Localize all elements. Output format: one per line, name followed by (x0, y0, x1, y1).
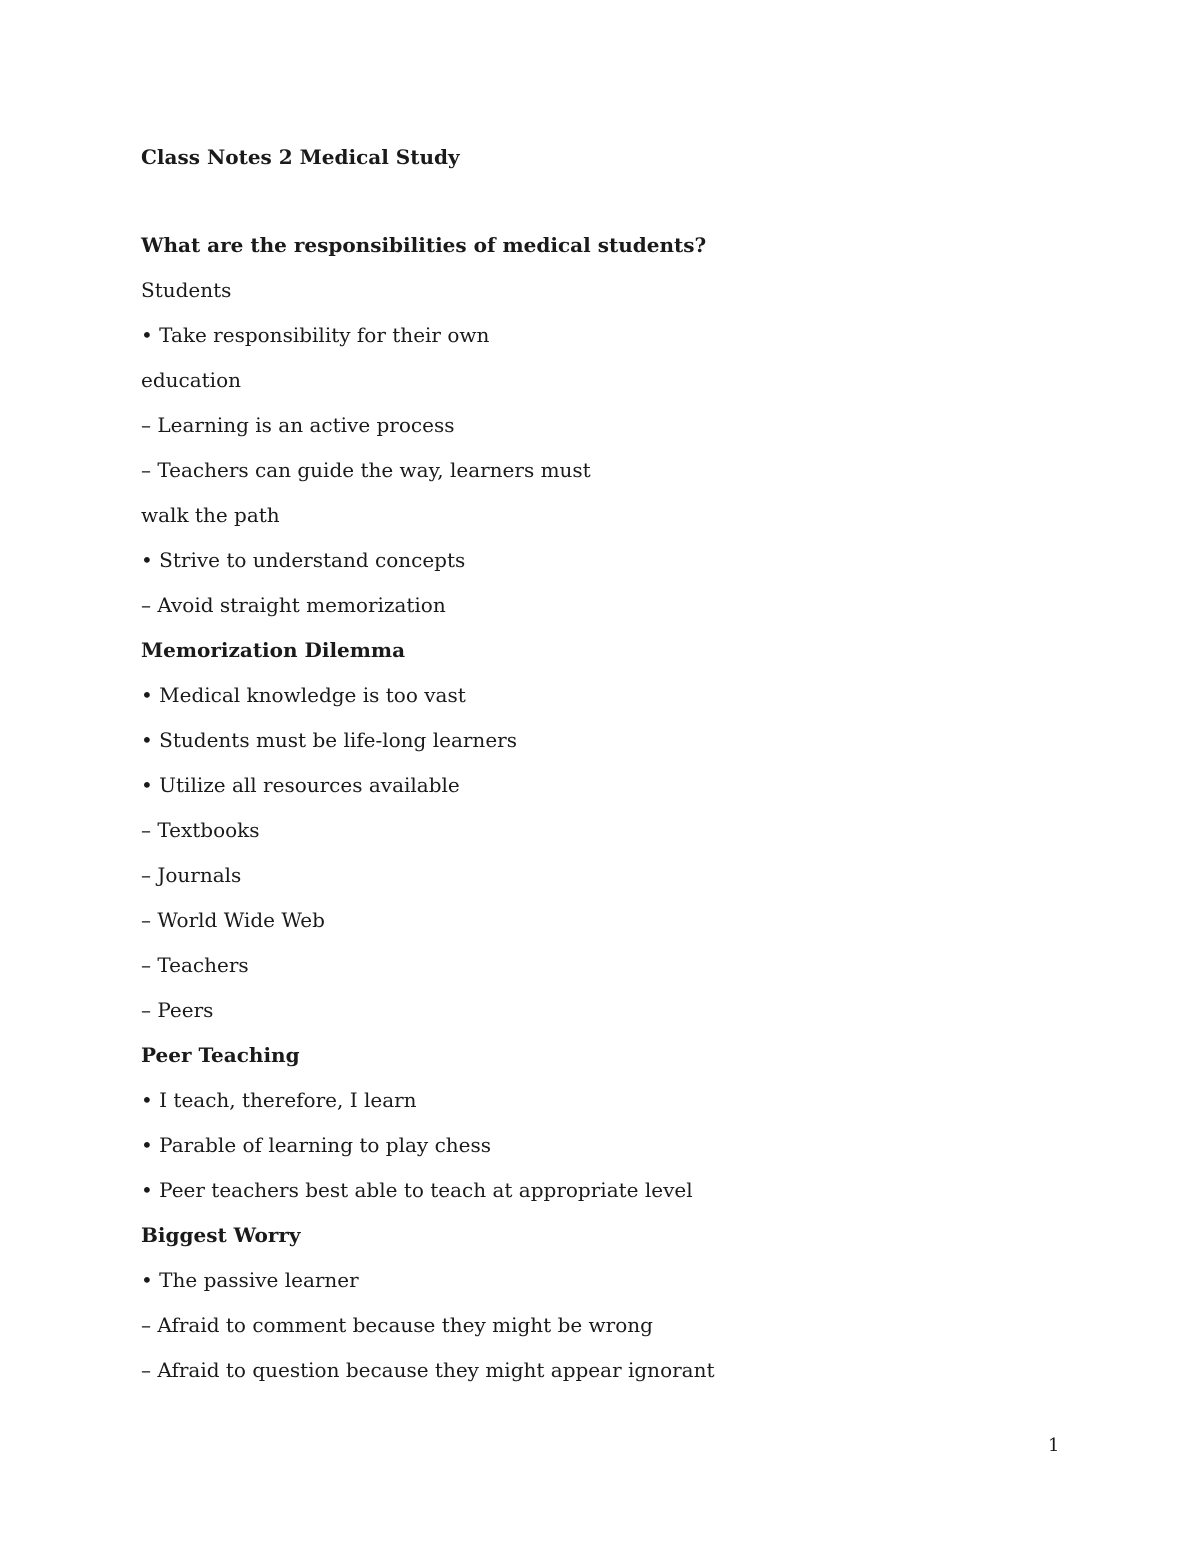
note-line: • Peer teachers best able to teach at appropriate level (141, 1178, 693, 1202)
section-heading: Peer Teaching (141, 1043, 300, 1067)
note-line: – Learning is an active process (141, 413, 455, 437)
note-line: – Textbooks (141, 818, 260, 842)
note-line: – Avoid straight memorization (141, 593, 446, 617)
section-heading: Memorization Dilemma (141, 638, 406, 662)
note-line: Students (141, 278, 232, 302)
note-line: – Afraid to question because they might appear ignorant (141, 1358, 715, 1382)
notes-body (141, 231, 715, 1401)
note-line: • I teach, therefore, I learn (141, 1088, 417, 1112)
document-title: Class Notes 2 Medical Study (141, 145, 460, 169)
note-line: • Take responsibility for their own (141, 323, 490, 347)
note-line: – Teachers (141, 953, 249, 977)
page-number: 1 (1048, 1435, 1060, 1456)
note-line: • Parable of learning to play chess (141, 1133, 492, 1157)
section-heading: Biggest Worry (141, 1223, 301, 1247)
note-line: • Students must be life-long learners (141, 728, 517, 752)
section-heading: What are the responsibilities of medical students? (141, 233, 707, 257)
note-line: – Teachers can guide the way, learners must (141, 458, 591, 482)
note-line: – Afraid to comment because they might be wrong (141, 1313, 653, 1337)
note-line: walk the path (141, 503, 280, 527)
note-line: • Medical knowledge is too vast (141, 683, 466, 707)
note-line: – Peers (141, 998, 214, 1022)
note-line: – Journals (141, 863, 242, 887)
note-line: • Utilize all resources available (141, 773, 460, 797)
note-line: • The passive learner (141, 1268, 359, 1292)
note-line: • Strive to understand concepts (141, 548, 466, 572)
note-line: education (141, 368, 241, 392)
note-line: – World Wide Web (141, 908, 325, 932)
